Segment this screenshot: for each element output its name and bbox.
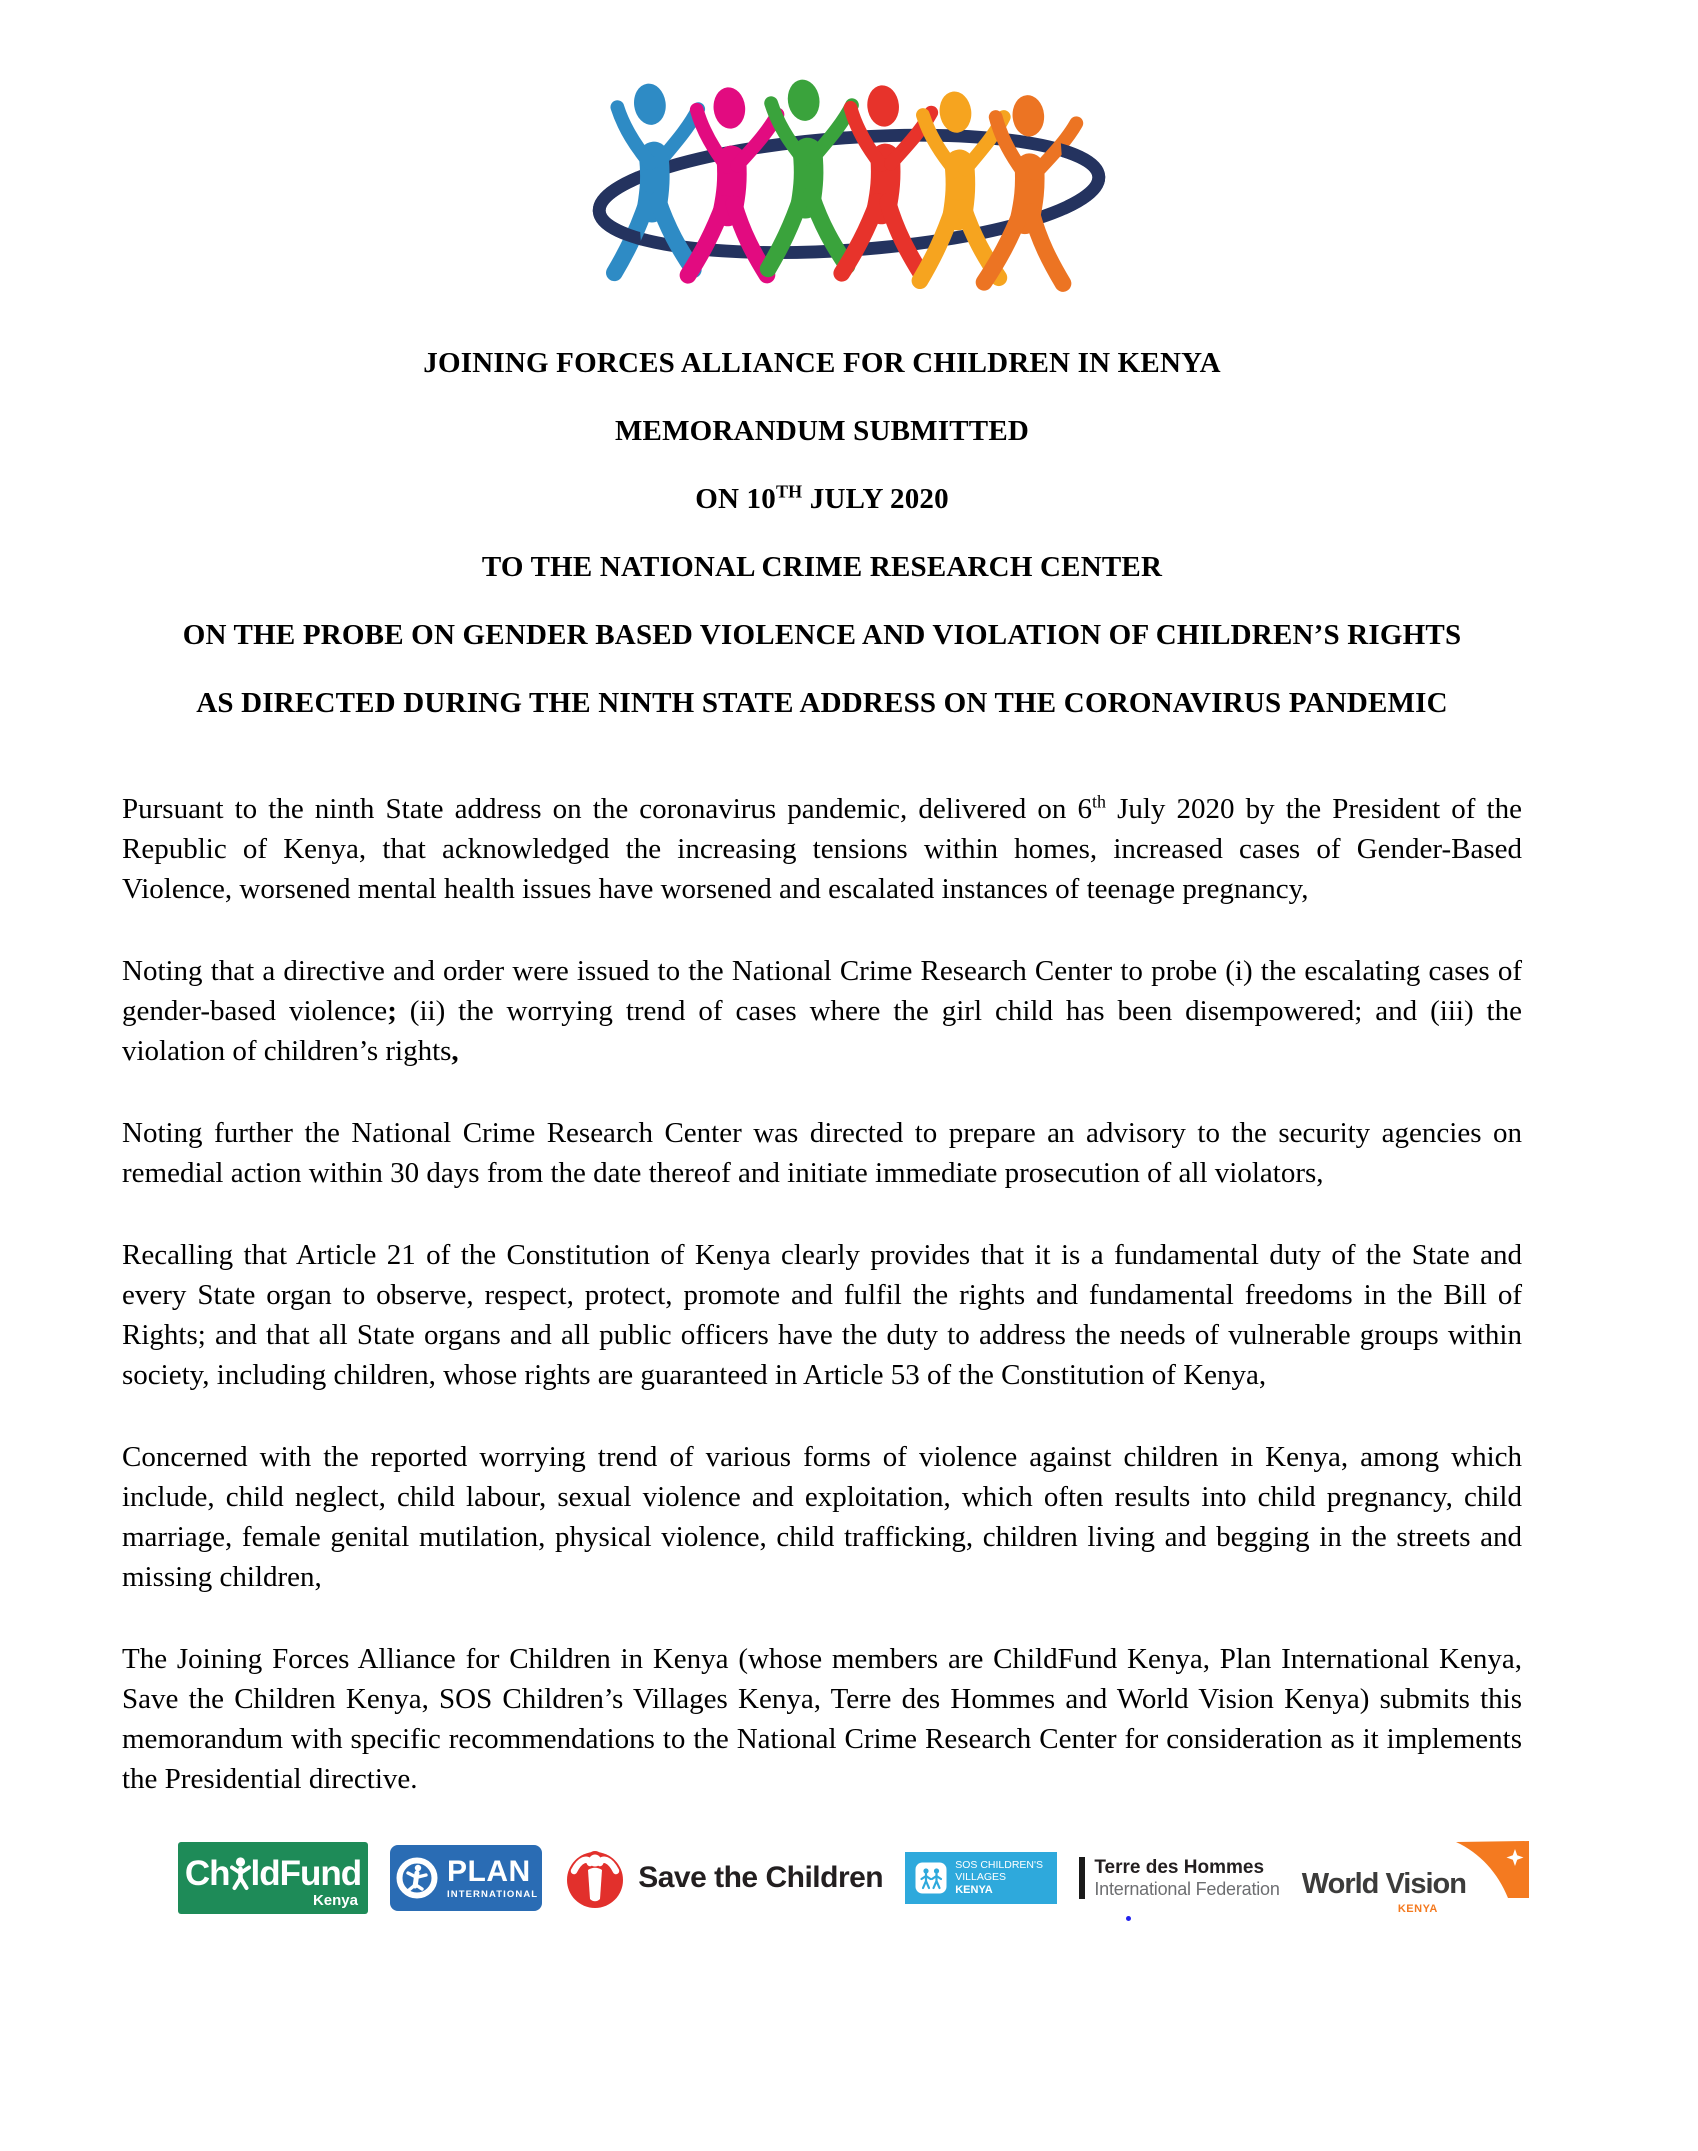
sos-families-icon (915, 1862, 947, 1894)
childfund-text-prefix: Ch (184, 1854, 230, 1893)
paragraph-pursuant: Pursuant to the ninth State address on the coronavirus pandemic, delivered on 6th July 2020 by the President of the Republic of Kenya, that acknowledged the increasing tensions within homes, increased cases of Gender-Based Violence, worsened mental health issues have worsened and escalated instances of teenage pregnancy, (122, 791, 1522, 905)
terre-des-hommes-name-label: Terre des Hommes (1094, 1856, 1265, 1878)
paragraph-recalling: Recalling that Article 21 of the Constitution of Kenya clearly provides that it is a fundamental duty of the State and every State organ to observe, respect, protect, promote and fulfil the rights and fundamental freedoms in the Bill of Rights; and that all State organs and all public officers have the duty to address the needs of vulnerable groups within society, including children, whose rights are guaranteed in Article 53 of the Constitution of Kenya, (122, 1239, 1522, 1391)
childfund-text-suffix: ldFund (250, 1854, 362, 1893)
body-text (0, 789, 1698, 1799)
paragraph-concerned: Concerned with the reported worrying trend of various forms of violence against children in Kenya, among which include, child neglect, child labour, sexual violence and exploitation, which often results into child pregnancy, child marriage, female genital mutilation, physical violence, child trafficking, children living and begging in the streets and missing children, (122, 1441, 1522, 1593)
title-line-organisation: JOINING FORCES ALLIANCE FOR CHILDREN IN KENYA (423, 347, 1221, 379)
childfund-kenya-logo (178, 1842, 368, 1914)
title-block (0, 348, 1698, 718)
plan-international-logo (390, 1845, 542, 1911)
paragraph-noting-directive: Noting that a directive and order were issued to the National Crime Research Center to probe (i) the escalating cases of gender-based violence; (ii) the worrying trend of cases where the girl child has been disempowered; and (iii) the violation of children’s rights, (122, 955, 1522, 1067)
sos-childrens-villages-logo (905, 1852, 1057, 1904)
world-vision-kenya-logo (1302, 1841, 1530, 1915)
joining-forces-logo (0, 0, 1698, 302)
childfund-child-icon (230, 1856, 251, 1892)
world-vision-name-label: World Vision (1301, 1868, 1466, 1900)
title-line-date: ON 10TH JULY 2020 (695, 481, 949, 515)
plan-name-label: PLAN (447, 1854, 531, 1888)
terre-des-hommes-logo (1079, 1857, 1279, 1900)
world-vision-swoosh-icon (1452, 1841, 1530, 1899)
save-the-children-logo (564, 1847, 883, 1909)
save-the-children-label: Save the Children (638, 1861, 884, 1894)
title-line-recipient: TO THE NATIONAL CRIME RESEARCH CENTER (481, 551, 1163, 583)
dancing-figures-icon (573, 72, 1125, 302)
sos-line3-label: KENYA (955, 1884, 993, 1897)
title-line-subject: ON THE PROBE ON GENDER BASED VIOLENCE AND VIOLATION OF CHILDREN’S RIGHTS (182, 619, 1462, 651)
sos-line1-label: SOS CHILDREN'S (955, 1859, 1044, 1872)
childfund-region-label: Kenya (312, 1892, 358, 1909)
plan-child-circle-icon (394, 1855, 440, 1901)
stray-period-dot (1126, 1916, 1131, 1921)
plan-sub-label: INTERNATIONAL (447, 1888, 539, 1900)
terre-des-hommes-sub-label: International Federation (1094, 1878, 1280, 1899)
title-line-memorandum: MEMORANDUM SUBMITTED (614, 415, 1030, 447)
title-line-context: AS DIRECTED DURING THE NINTH STATE ADDRESS ON THE CORONAVIRUS PANDEMIC (196, 687, 1448, 719)
sos-line2-label: VILLAGES (955, 1871, 1007, 1884)
world-vision-region-label: KENYA (1397, 1903, 1438, 1915)
save-the-children-child-icon (564, 1847, 626, 1909)
paragraph-noting-further: Noting further the National Crime Research Center was directed to prepare an advisory to the security agencies on remedial action within 30 days from the date thereof and initiate immediate prosecution of all violators, (122, 1117, 1522, 1189)
paragraph-submission: The Joining Forces Alliance for Children in Kenya (whose members are ChildFund Kenya, Plan International Kenya, Save the Children Kenya, SOS Children’s Villages Kenya, Terre des Hommes and World Vision Kenya) submits this memorandum with specific recommendations to the National Crime Research Center for consideration as it implements the Presidential directive. (122, 1643, 1522, 1795)
terre-des-hommes-bar (1079, 1857, 1085, 1900)
member-logos-strip (0, 1841, 1698, 1915)
